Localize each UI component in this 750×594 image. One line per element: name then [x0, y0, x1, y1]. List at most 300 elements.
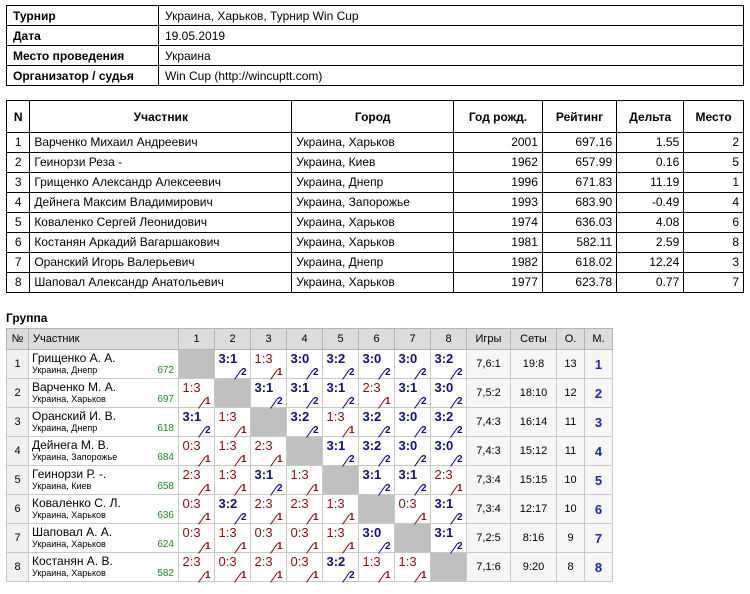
match-score: 0:3	[254, 525, 273, 540]
match-score: 3:2	[362, 438, 382, 453]
match-points: 2	[420, 396, 427, 407]
tournament-info-body	[7, 6, 744, 86]
header-games: Игры	[467, 329, 511, 350]
row-number: 2	[7, 379, 29, 408]
match-score: 0:3	[218, 554, 237, 569]
crosstable-row	[7, 379, 613, 408]
player-name: Варченко М. А.	[32, 380, 117, 394]
points-cell: 12	[557, 379, 585, 408]
participant-delta: 0.77	[617, 273, 684, 293]
match-score: 3:1	[398, 380, 418, 395]
player-name: Грищенко А. А.	[32, 351, 116, 365]
player-rating: 618	[157, 423, 174, 434]
participants-table	[6, 100, 744, 293]
player-name: Геинорзи Р. -.	[32, 467, 107, 481]
header-col-7: 7	[395, 329, 431, 350]
match-points: 2	[456, 425, 463, 436]
match-score: 3:2	[290, 409, 310, 424]
match-score: 3:2	[326, 351, 346, 366]
match-result-cell	[251, 350, 287, 379]
match-points: 1	[420, 512, 427, 523]
match-score: 3:1	[218, 351, 238, 366]
participant-birth-year: 1977	[454, 273, 543, 293]
match-result	[216, 350, 250, 378]
match-result	[432, 495, 466, 523]
match-points: 1	[240, 454, 247, 465]
header-participant: Участник	[30, 101, 292, 133]
match-points: 1	[456, 483, 463, 494]
player-cell	[29, 437, 179, 466]
participant-row	[7, 153, 744, 173]
match-result-cell	[431, 437, 467, 466]
self-cell	[359, 495, 395, 524]
match-points: 1	[240, 541, 247, 552]
match-score: 3:1	[434, 525, 454, 540]
info-row	[7, 46, 744, 66]
participant-name: Костанян Аркадий Вагаршакович	[30, 233, 292, 253]
header-sets: Сеты	[511, 329, 557, 350]
games-cell: 7,4:3	[467, 408, 511, 437]
match-points: 2	[456, 541, 463, 552]
header-number: N	[7, 101, 30, 133]
participant-row	[7, 133, 744, 153]
participant-city: Украина, Харьков	[292, 133, 454, 153]
match-points: 1	[312, 512, 319, 523]
match-result	[432, 408, 466, 436]
participant-rating: 582.11	[542, 233, 616, 253]
match-score: 1:3	[218, 525, 237, 540]
match-result	[252, 495, 286, 523]
match-result	[324, 437, 358, 465]
participant-city: Украина, Днепр	[292, 173, 454, 193]
info-row	[7, 6, 744, 26]
player-city: Украина, Харьков	[32, 539, 106, 549]
match-result	[216, 408, 250, 436]
match-score: 1:3	[326, 496, 345, 511]
match-points: 2	[204, 425, 211, 436]
participant-row	[7, 253, 744, 273]
match-result-cell	[287, 495, 323, 524]
participant-place: 1	[684, 173, 744, 193]
match-points: 2	[420, 483, 427, 494]
points-cell: 9	[557, 524, 585, 553]
match-points: 2	[348, 367, 355, 378]
match-points: 1	[348, 512, 355, 523]
match-score: 3:1	[434, 496, 454, 511]
match-result-cell	[431, 379, 467, 408]
match-result-cell	[287, 408, 323, 437]
player-rating: 624	[157, 539, 174, 550]
games-cell: 7,1:6	[467, 553, 511, 582]
participant-city: Украина, Киев	[292, 153, 454, 173]
sets-cell: 15:12	[511, 437, 557, 466]
match-result	[288, 553, 322, 581]
match-score: 0:3	[290, 554, 309, 569]
match-result-cell	[395, 553, 431, 582]
participant-number: 4	[7, 193, 30, 213]
player-cell	[29, 524, 179, 553]
participant-name: Геинорзи Реза -	[30, 153, 292, 173]
match-points: 1	[276, 512, 283, 523]
match-result	[360, 408, 394, 436]
match-result-cell	[251, 495, 287, 524]
match-score: 3:1	[182, 409, 202, 424]
participant-city: Украина, Днепр	[292, 253, 454, 273]
match-points: 1	[204, 396, 211, 407]
match-score: 3:2	[326, 554, 346, 569]
crosstable-body	[7, 350, 613, 582]
match-score: 2:3	[434, 467, 453, 482]
participant-place: 3	[684, 253, 744, 273]
info-row	[7, 26, 744, 46]
participant-place: 5	[684, 153, 744, 173]
player-cell	[29, 350, 179, 379]
header-delta: Дельта	[617, 101, 684, 133]
participant-place: 4	[684, 193, 744, 213]
player-rating: 636	[157, 510, 174, 521]
player-rating: 658	[157, 481, 174, 492]
match-result	[396, 553, 430, 581]
match-result-cell	[215, 437, 251, 466]
header-points: О.	[557, 329, 585, 350]
self-cell	[395, 524, 431, 553]
match-result	[180, 408, 214, 436]
points-cell: 11	[557, 408, 585, 437]
participant-delta: -0.49	[617, 193, 684, 213]
player-cell	[29, 466, 179, 495]
match-result	[360, 553, 394, 581]
match-result	[216, 466, 250, 494]
crosstable-row	[7, 553, 613, 582]
player-city: Украина, Киев	[32, 481, 92, 491]
self-cell	[251, 408, 287, 437]
match-result-cell	[431, 466, 467, 495]
match-score: 2:3	[254, 438, 273, 453]
match-result	[252, 524, 286, 552]
participant-row	[7, 233, 744, 253]
match-score: 3:0	[434, 380, 454, 395]
match-points: 2	[384, 483, 391, 494]
participant-row	[7, 193, 744, 213]
participant-row	[7, 273, 744, 293]
participant-number: 3	[7, 173, 30, 193]
participant-delta: 11.19	[617, 173, 684, 193]
match-score: 1:3	[326, 409, 345, 424]
match-result-cell	[359, 466, 395, 495]
match-result	[396, 408, 430, 436]
match-points: 2	[456, 367, 463, 378]
sets-cell: 19:8	[511, 350, 557, 379]
match-points: 1	[312, 570, 319, 581]
match-result-cell	[251, 466, 287, 495]
match-result	[324, 495, 358, 523]
match-points: 2	[456, 512, 463, 523]
participant-delta: 4.08	[617, 213, 684, 233]
place-cell: 6	[585, 495, 613, 524]
row-number: 3	[7, 408, 29, 437]
player-city: Украина, Харьков	[32, 568, 106, 578]
match-result	[288, 379, 322, 407]
match-result-cell	[215, 524, 251, 553]
match-result	[432, 524, 466, 552]
match-result-cell	[287, 379, 323, 408]
header-col-8: 8	[431, 329, 467, 350]
row-number: 5	[7, 466, 29, 495]
crosstable-row	[7, 466, 613, 495]
participant-name: Дейнега Максим Владимирович	[30, 193, 292, 213]
header-col-4: 4	[287, 329, 323, 350]
games-cell: 7,2:5	[467, 524, 511, 553]
match-score: 3:0	[362, 525, 382, 540]
match-score: 3:1	[290, 380, 310, 395]
match-result	[180, 437, 214, 465]
participant-birth-year: 1996	[454, 173, 543, 193]
crosstable-row	[7, 524, 613, 553]
participant-name: Коваленко Сергей Леонидович	[30, 213, 292, 233]
player-cell	[29, 379, 179, 408]
match-score: 3:0	[434, 438, 454, 453]
match-score: 3:0	[398, 438, 418, 453]
match-result	[396, 350, 430, 378]
match-points: 2	[276, 396, 283, 407]
match-points: 2	[312, 396, 319, 407]
place-cell: 3	[585, 408, 613, 437]
match-score: 3:1	[326, 438, 346, 453]
match-result-cell	[179, 408, 215, 437]
self-cell	[179, 350, 215, 379]
participant-name: Оранский Игорь Валерьевич	[30, 253, 292, 273]
match-result-cell	[215, 350, 251, 379]
match-result	[216, 553, 250, 581]
player-city: Украина, Днепр	[32, 365, 98, 375]
match-result	[360, 466, 394, 494]
match-points: 2	[384, 425, 391, 436]
participant-city: Украина, Харьков	[292, 273, 454, 293]
row-number: 6	[7, 495, 29, 524]
row-number: 7	[7, 524, 29, 553]
place-cell: 2	[585, 379, 613, 408]
group-crosstable	[6, 328, 613, 582]
match-result-cell	[395, 466, 431, 495]
match-score: 1:3	[326, 525, 345, 540]
participant-rating: 697.16	[542, 133, 616, 153]
match-result-cell	[359, 524, 395, 553]
points-cell: 13	[557, 350, 585, 379]
match-result-cell	[251, 524, 287, 553]
match-points: 2	[240, 367, 247, 378]
info-value: Win Cup (http://wincuptt.com)	[159, 66, 744, 86]
header-col-1: 1	[179, 329, 215, 350]
sets-cell: 16:14	[511, 408, 557, 437]
match-result	[324, 524, 358, 552]
match-score: 0:3	[182, 525, 201, 540]
self-cell	[287, 437, 323, 466]
match-result	[180, 495, 214, 523]
match-points: 1	[384, 396, 391, 407]
match-result-cell	[287, 350, 323, 379]
match-points: 2	[456, 396, 463, 407]
participant-rating: 657.99	[542, 153, 616, 173]
match-result-cell	[431, 495, 467, 524]
sets-cell: 15:15	[511, 466, 557, 495]
participant-row	[7, 173, 744, 193]
match-result-cell	[431, 350, 467, 379]
participant-number: 7	[7, 253, 30, 273]
match-result-cell	[179, 524, 215, 553]
player-city: Украина, Днепр	[32, 423, 98, 433]
match-points: 1	[276, 367, 283, 378]
match-points: 1	[204, 512, 211, 523]
header-city: Город	[292, 101, 454, 133]
match-result	[396, 379, 430, 407]
match-result	[288, 408, 322, 436]
match-points: 1	[312, 541, 319, 552]
info-key: Место проведения	[7, 46, 159, 66]
games-cell: 7,4:3	[467, 437, 511, 466]
crosstable-row	[7, 408, 613, 437]
match-points: 1	[348, 425, 355, 436]
participant-number: 1	[7, 133, 30, 153]
match-points: 2	[348, 396, 355, 407]
match-score: 1:3	[290, 467, 309, 482]
participant-number: 2	[7, 153, 30, 173]
self-cell	[215, 379, 251, 408]
participant-city: Украина, Харьков	[292, 213, 454, 233]
place-cell: 8	[585, 553, 613, 582]
match-result	[252, 437, 286, 465]
match-score: 2:3	[182, 467, 201, 482]
match-result-cell	[359, 553, 395, 582]
match-result	[252, 379, 286, 407]
player-name: Коваленко С. Л.	[32, 496, 121, 510]
match-result	[396, 495, 430, 523]
player-cell	[29, 553, 179, 582]
match-points: 2	[420, 425, 427, 436]
info-row	[7, 66, 744, 86]
match-points: 1	[204, 483, 211, 494]
player-name: Дейнега М. В.	[32, 438, 109, 452]
crosstable-row	[7, 437, 613, 466]
player-name: Оранский И. В.	[32, 409, 116, 423]
sets-cell: 9:20	[511, 553, 557, 582]
match-result-cell	[215, 466, 251, 495]
participant-name: Грищенко Александр Алексеевич	[30, 173, 292, 193]
player-city: Украина, Запорожье	[32, 452, 118, 462]
match-result-cell	[215, 408, 251, 437]
match-result	[216, 495, 250, 523]
match-result-cell	[395, 379, 431, 408]
match-score: 1:3	[218, 467, 237, 482]
participant-name: Шаповал Александр Анатольевич	[30, 273, 292, 293]
row-number: 8	[7, 553, 29, 582]
match-points: 2	[420, 367, 427, 378]
match-result-cell	[323, 350, 359, 379]
match-result-cell	[215, 495, 251, 524]
match-result-cell	[179, 553, 215, 582]
participant-delta: 2.59	[617, 233, 684, 253]
player-rating: 582	[157, 568, 174, 579]
match-points: 2	[240, 512, 247, 523]
match-result-cell	[323, 553, 359, 582]
participant-birth-year: 2001	[454, 133, 543, 153]
match-result	[180, 379, 214, 407]
match-score: 0:3	[182, 438, 201, 453]
match-result	[288, 350, 322, 378]
match-result-cell	[323, 408, 359, 437]
match-score: 3:1	[254, 380, 274, 395]
match-result	[324, 553, 358, 581]
match-result-cell	[323, 495, 359, 524]
self-cell	[323, 466, 359, 495]
match-result-cell	[215, 553, 251, 582]
match-points: 2	[384, 367, 391, 378]
header-player: Участник	[29, 329, 179, 350]
match-points: 2	[384, 454, 391, 465]
match-score: 1:3	[218, 409, 237, 424]
match-points: 1	[240, 570, 247, 581]
participant-city: Украина, Запорожье	[292, 193, 454, 213]
match-result-cell	[323, 524, 359, 553]
participant-number: 8	[7, 273, 30, 293]
games-cell: 7,6:1	[467, 350, 511, 379]
match-score: 0:3	[182, 496, 201, 511]
header-n: №	[7, 329, 29, 350]
match-result-cell	[323, 437, 359, 466]
match-result-cell	[395, 408, 431, 437]
place-cell: 7	[585, 524, 613, 553]
header-col-3: 3	[251, 329, 287, 350]
header-col-2: 2	[215, 329, 251, 350]
match-result-cell	[287, 466, 323, 495]
match-result-cell	[179, 466, 215, 495]
participant-number: 5	[7, 213, 30, 233]
match-result-cell	[179, 437, 215, 466]
crosstable-row	[7, 350, 613, 379]
match-result	[360, 524, 394, 552]
header-place: Место	[684, 101, 744, 133]
match-result	[324, 350, 358, 378]
match-result-cell	[395, 437, 431, 466]
match-score: 1:3	[398, 554, 417, 569]
player-name: Шаповал А. А.	[32, 525, 113, 539]
match-result-cell	[359, 437, 395, 466]
match-result	[252, 553, 286, 581]
match-result	[360, 379, 394, 407]
participant-rating: 618.02	[542, 253, 616, 273]
tournament-info-table	[6, 5, 744, 86]
participant-birth-year: 1974	[454, 213, 543, 233]
match-score: 1:3	[362, 554, 381, 569]
match-result-cell	[395, 350, 431, 379]
match-score: 3:2	[218, 496, 238, 511]
match-points: 2	[456, 454, 463, 465]
participant-city: Украина, Харьков	[292, 233, 454, 253]
match-points: 1	[312, 483, 319, 494]
match-points: 1	[240, 483, 247, 494]
info-value: Украина, Харьков, Турнир Win Cup	[159, 6, 744, 26]
match-result	[432, 437, 466, 465]
match-result	[324, 408, 358, 436]
participant-rating: 636.03	[542, 213, 616, 233]
match-score: 0:3	[398, 496, 417, 511]
group-title: Группа	[6, 311, 48, 325]
match-result-cell	[359, 350, 395, 379]
info-key: Турнир	[7, 6, 159, 26]
participant-birth-year: 1993	[454, 193, 543, 213]
match-result	[396, 466, 430, 494]
match-result-cell	[251, 437, 287, 466]
match-result-cell	[179, 379, 215, 408]
